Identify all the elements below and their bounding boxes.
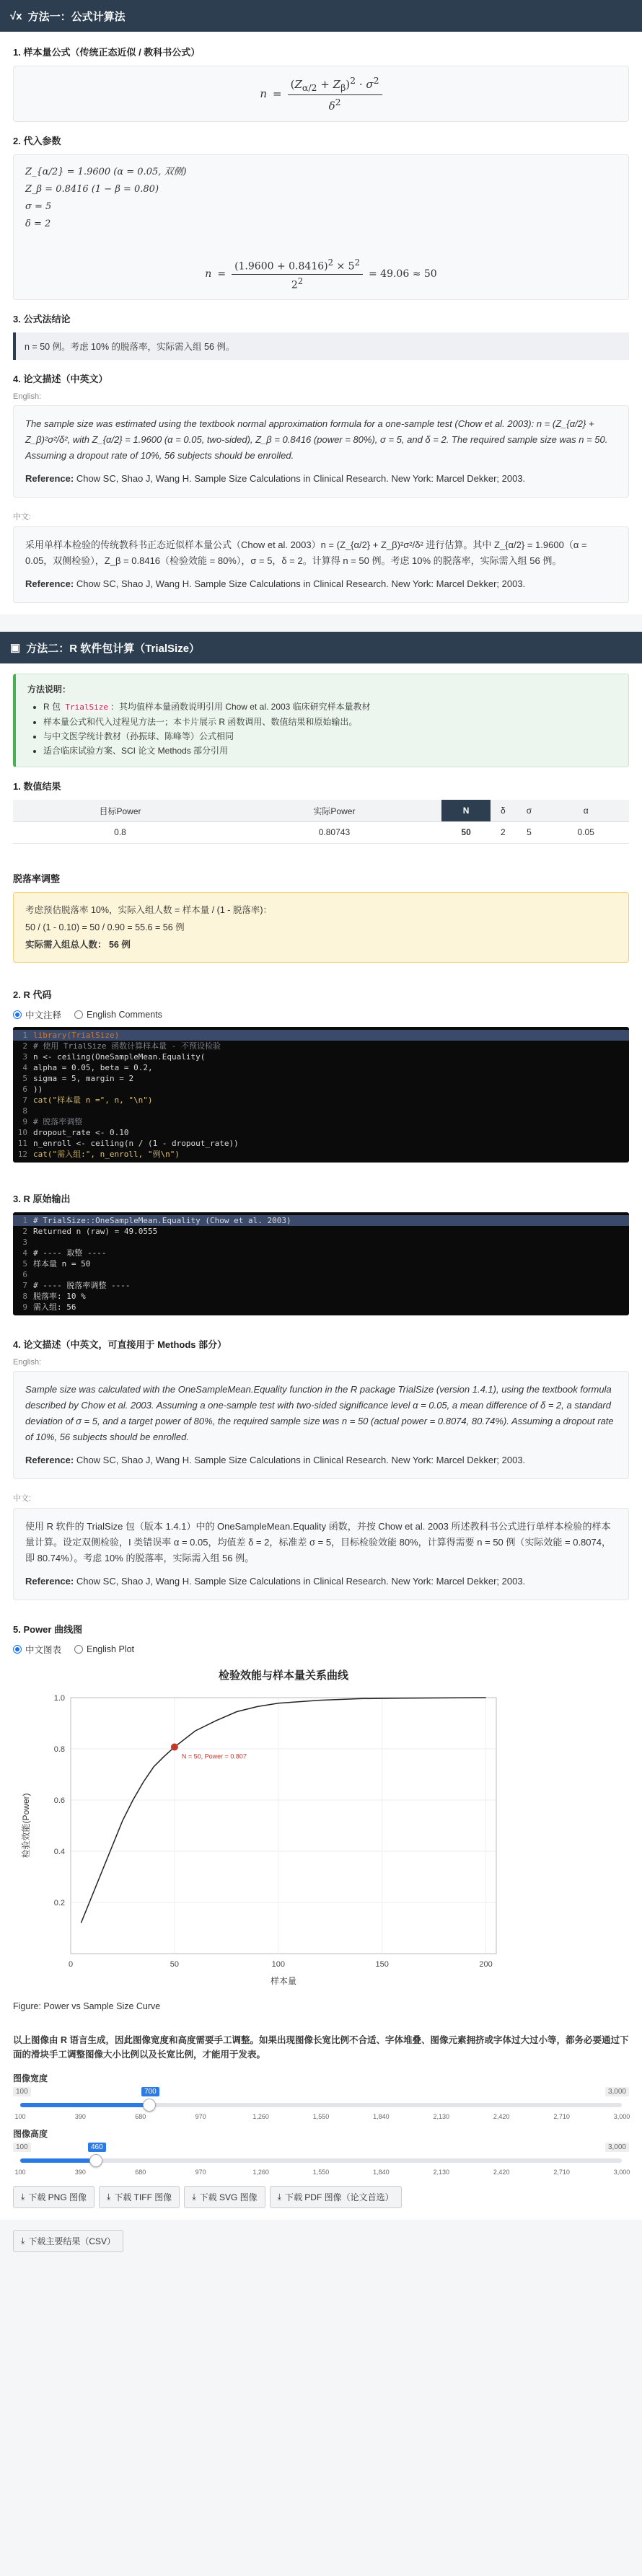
ref-text: Chow SC, Shao J, Wang H. Sample Size Calculations in Clinical Research. New York: Marcel Dekker; 2003. (76, 578, 526, 590)
radio-plot-zh[interactable] (13, 1643, 61, 1656)
cell: 50 (441, 821, 491, 843)
col-header: δ (491, 800, 515, 821)
code-line: 7 cat("样本量 n =", n, "\n") (22, 1095, 153, 1105)
cell: 0.05 (542, 821, 629, 843)
dropout-box (13, 892, 629, 963)
formula-heading: 1. 样本量公式（传统正态近似 / 教科书公式） (13, 47, 201, 58)
dropout-line: 50 / (1 - 0.10) = 50 / 0.90 = 55.6 = 56 例 (25, 922, 185, 932)
x-axis-label: 样本量 (270, 1975, 297, 1986)
dropout-line: 考虑预估脱落率 10%，实际入组人数 = 样本量 / (1 - 脱落率)： (25, 904, 273, 915)
m2-en-desc-text: Sample size was calculated with the OneSampleMean.Equality function in the R package TrialSize (version 1.4.1), using the textbook formula described by Chow et al. 2003. Assuming a one-sample test with two-sided significance level α = 0.05, a mean difference of δ = 2, a standard deviation of σ = 5, and a target power of 80%, the required sample size was n = 50 (actual power = 0.8074, 80.74%). Assuming a dropout rate of 10%, 56 subjects should be enrolled. (25, 1383, 614, 1442)
slider-tick: 100 (14, 2168, 26, 2176)
height-value: 460 (88, 2143, 106, 2152)
width-slider[interactable] (13, 2087, 629, 2123)
ref-text: Chow SC, Shao J, Wang H. Sample Size Calculations in Clinical Research. New York: Marcel Dekker; 2003. (76, 1575, 526, 1587)
slider-tick: 2,130 (433, 2168, 450, 2176)
code-line: 3 n <- ceiling(OneSampleMean.Equality( (22, 1051, 206, 1062)
radio-label: English Plot (87, 1644, 135, 1654)
x-tick-label: 200 (479, 1959, 493, 1969)
output-line: 2 Returned n (raw) = 49.0555 (22, 1226, 158, 1236)
conclusion-heading: 3. 公式法结论 (13, 314, 71, 325)
resize-note: 以上图像由 R 语言生成，因此图像宽度和高度需要手工调整。如果出现图像长宽比例不合适、字体堆叠、图像元素拥挤或字体过大过小等，都务必要通过下面的滑块手工调整图像大小比例以及长宽比例，才能用于发表。 (13, 2034, 629, 2060)
en-label: English: (13, 392, 42, 402)
download-icon: ⤓ (277, 2191, 281, 2202)
ref-text: Chow SC, Shao J, Wang H. Sample Size Calculations in Clinical Research. New York: Marcel Dekker; 2003. (76, 1454, 526, 1465)
plot-lang-radio (13, 1643, 629, 1656)
r-output-block[interactable] (13, 1212, 629, 1315)
calc-formula: n = $\frac{(1.9600 + 0.8416)^2 \times 5^2}{2^2}$ = 49.06 ≈ 50 (205, 257, 437, 291)
dropout-line: 实际需入组总人数： 56 例 (25, 939, 131, 950)
slider-tick: 1,550 (312, 2168, 330, 2176)
y-tick-label: 0.2 (53, 1898, 65, 1907)
cell: 2 (491, 821, 515, 843)
height-slider[interactable] (13, 2143, 629, 2179)
ref-label: Reference: (25, 578, 74, 590)
slider-tick: 2,420 (493, 2112, 510, 2120)
slider-tick: 680 (135, 2112, 146, 2120)
x-tick-label: 100 (271, 1959, 285, 1969)
col-header: 实际Power (227, 800, 441, 821)
slider-tick: 2,710 (553, 2112, 570, 2120)
m2-zh-desc (13, 1508, 629, 1600)
slider-tick: 390 (74, 2112, 86, 2120)
slider-tick: 1,260 (252, 2112, 269, 2120)
y-axis-label: 检验效能(Power) (21, 1793, 31, 1858)
plot-area (71, 1698, 496, 1954)
method-note-item: • 适合临床试验方案、SCI 论文 Methods 部分引用 (43, 744, 617, 758)
m2-en-desc (13, 1371, 629, 1479)
width-value: 700 (141, 2087, 159, 2096)
power-curve-line (81, 1698, 485, 1923)
slider-min: 100 (13, 2087, 31, 2096)
zh-label: 中文: (13, 513, 32, 522)
download-icon: ⤓ (21, 2235, 25, 2246)
param-line: Z_{α/2} = 1.9600 (α = 0.05, 双侧) (25, 167, 187, 177)
desc-heading: 4. 论文描述（中英文） (13, 374, 108, 385)
radio-label: 中文注释 (25, 1010, 62, 1020)
download-png-button[interactable]: ⤓ 下载 PNG 图像 (13, 2186, 94, 2208)
download-buttons (13, 2186, 629, 2208)
y-tick-label: 0.8 (53, 1744, 65, 1754)
package-icon: ▣ (10, 642, 21, 655)
en-desc (13, 405, 629, 498)
ref-label: Reference: (25, 1575, 74, 1587)
col-header: σ (516, 800, 543, 821)
radio-zh[interactable] (13, 1008, 61, 1021)
col-header: 目标Power (13, 800, 227, 821)
ref-text: Chow SC, Shao J, Wang H. Sample Size Calculations in Clinical Research. New York: Marcel Dekker; 2003. (76, 473, 526, 485)
param-line: σ = 5 (25, 201, 52, 212)
results-table (13, 800, 629, 844)
col-header: α (542, 800, 629, 821)
radio-label: English Comments (87, 1009, 162, 1020)
check-root-icon: √x (10, 9, 22, 22)
conclusion-box: n = 50 例。考虑 10% 的脱落率，实际需入组 56 例。 (13, 332, 629, 360)
method1-title: 方法一：公式计算法 (27, 10, 126, 23)
method-note-title: 方法说明： (27, 684, 71, 695)
output-line: 7 # ---- 脱落率调整 ---- (22, 1280, 131, 1290)
method2-header (0, 632, 642, 663)
figure-caption: Figure: Power vs Sample Size Curve (13, 2001, 161, 2011)
code-line: 2 # 使用 TrialSize 函数计算样本量 - 不预设检验 (22, 1041, 221, 1051)
param-line: δ = 2 (25, 219, 51, 229)
method-note-item: • 样本量公式和代入过程见方法一；本卡片展示 R 函数调用、数值结果和原始输出。 (43, 715, 617, 729)
output-line: 6 (22, 1269, 27, 1279)
download-icon: ⤓ (192, 2191, 196, 2202)
width-slider-label: 图像宽度 (13, 2073, 48, 2083)
m2-zh-desc-text: 使用 R 软件的 TrialSize 包（版本 1.4.1）中的 OneSampleMean.Equality 函数，并按 Chow et al. 2003 所述教科书公式进行单样本检验的样本量计算。设定双侧检验，I 类错误率 α = 0.05，均值差 δ = 2，标准差 σ = 5，目标检验效能 80%，计算得需要 n = 50 例（实际效能 = 0.8074，即 80.74%）。考虑 10% 的脱落率，实际需入组 56 例。 (25, 1520, 611, 1563)
download-csv-button[interactable]: ⤓ 下载主要结果（CSV） (13, 2230, 123, 2252)
method2-pane (0, 663, 642, 2220)
method1-header (0, 0, 642, 32)
ref-label: Reference: (25, 1454, 74, 1465)
code-lang-radio (13, 1008, 629, 1021)
m2-desc-heading: 4. 论文描述（中英文，可直接用于 Methods 部分） (13, 1338, 227, 1350)
ref-label: Reference: (25, 473, 74, 485)
code-line: 8 (22, 1106, 27, 1116)
download-tiff-button[interactable]: ⤓ 下载 TIFF 图像 (99, 2186, 180, 2208)
m2-zh-ref (25, 1574, 617, 1589)
code-line: 12 cat("需入组:", n_enroll, "例\n") (17, 1149, 180, 1159)
m2-en-ref (25, 1452, 617, 1468)
output-line: 3 (22, 1237, 27, 1247)
slider-tick: 2,710 (553, 2168, 570, 2176)
method-note-item: • 与中文医学统计教材（孙振球、陈峰等）公式相同 (43, 729, 617, 744)
output-line: 8 脱落率: 10 % (22, 1291, 86, 1301)
slider-tick: 3,000 (613, 2168, 630, 2176)
slider-min: 100 (13, 2143, 31, 2152)
calc-result: = 49.06 ≈ 50 (368, 268, 437, 281)
y-tick-label: 0.6 (53, 1796, 65, 1805)
code-line: 5 sigma = 5, margin = 2 (22, 1073, 134, 1083)
radio-empty-icon (74, 1010, 83, 1019)
slider-tick: 2,420 (493, 2168, 510, 2176)
code-line: 1 library(TrialSize) (13, 1030, 629, 1041)
method-note-box (13, 674, 629, 767)
formula-box (13, 66, 629, 122)
download-icon: ⤓ (107, 2191, 111, 2202)
en-label: English: (13, 1357, 42, 1367)
slider-tick: 390 (74, 2168, 86, 2176)
code-line: 10 dropout_rate <- 0.10 (17, 1127, 129, 1137)
slider-max: 3,000 (605, 2087, 629, 2096)
x-tick-label: 50 (170, 1959, 180, 1969)
slider-tick: 970 (195, 2168, 206, 2176)
code-line: 6 )) (22, 1084, 43, 1094)
table-row (13, 821, 629, 843)
code-line: 4 alpha = 0.05, beta = 0.2, (22, 1062, 153, 1072)
x-tick-label: 150 (375, 1959, 389, 1969)
download-pdf-button[interactable]: ⤓ 下载 PDF 图像（论文首选） (270, 2186, 402, 2208)
code-line: 11 n_enroll <- ceiling(n / (1 - dropout_rate)) (17, 1138, 239, 1148)
slider-tick: 680 (135, 2168, 146, 2176)
y-tick-label: 1.0 (53, 1693, 65, 1703)
power-chart (13, 1662, 629, 1995)
output-line: 5 样本量 n = 50 (22, 1258, 91, 1269)
slider-tick: 970 (195, 2112, 206, 2120)
radio-plot-en[interactable] (74, 1644, 134, 1654)
params-heading: 2. 代入参数 (13, 136, 61, 146)
output-heading: 3. R 原始输出 (13, 1193, 71, 1204)
radio-en[interactable] (74, 1010, 162, 1020)
download-icon: ⤓ (21, 2191, 25, 2202)
zh-ref (25, 576, 617, 592)
zh-desc (13, 526, 629, 603)
slider-tick: 3,000 (613, 2112, 630, 2120)
slider-max: 3,000 (605, 2143, 629, 2152)
radio-empty-icon (74, 1645, 83, 1654)
height-slider-label: 图像高度 (13, 2128, 48, 2139)
r-code-block[interactable] (13, 1027, 629, 1163)
download-svg-button[interactable]: ⤓ 下载 SVG 图像 (184, 2186, 265, 2208)
col-header: N (441, 800, 491, 821)
main-formula: n = $\frac{(Z_{\alpha/2} + Z_\beta)^2 \cdot \sigma^2}{\delta^2}$ (260, 75, 382, 113)
slider-tick: 1,840 (373, 2168, 390, 2176)
slider-tick: 2,130 (433, 2112, 450, 2120)
cell: 0.8 (13, 821, 227, 843)
code-line: 9 # 脱落率调整 (22, 1116, 83, 1126)
zh-desc-text: 采用单样本检验的传统教科书正态近似样本量公式（Chow et al. 2003）n = (Z_{α/2} + Z_β)²σ²/δ² 进行估算。其中 Z_{α/2} = 1.9600（α = 0.05，双侧检验），Z_β = 0.8416（检验效能 = 80%），σ = 5，δ = 2。计算得 n = 50 例。考虑 10% 的脱落率，实际需入组 56 例。 (25, 539, 587, 567)
results-heading: 1. 数值结果 (13, 781, 61, 793)
output-line: 1 # TrialSize::OneSampleMean.Equality (Chow et al. 2003) (13, 1215, 629, 1226)
output-line: 4 # ---- 取整 ---- (22, 1248, 107, 1258)
slider-tick: 1,840 (373, 2112, 390, 2120)
param-line: Z_β = 0.8416 (1 − β = 0.80) (25, 184, 159, 195)
zh-label: 中文: (13, 1494, 32, 1503)
package-name: TrialSize (63, 702, 110, 712)
output-line: 9 需入组: 56 (22, 1302, 76, 1312)
en-desc-text: The sample size was estimated using the textbook normal approximation formula for a one-sample test (Chow et al. 2003): n = (Z_{α/2} + Z_β)²σ²/δ², with Z_{α/2} = 1.9600 (α = 0.05, two-sided), Z_β = 0.8416 (power = 80%), σ = 5, and δ = 2. The required sample size was n = 50. Assuming a dropout rate of 10%, 56 subjects should be enrolled. (25, 418, 608, 462)
radio-label: 中文图表 (25, 1644, 62, 1655)
slider-tick: 1,550 (312, 2112, 330, 2120)
method1-pane (0, 32, 642, 614)
highlight-point (171, 1743, 178, 1750)
method2-title: 方法二：R 软件包计算（TrialSize） (26, 642, 201, 655)
cell: 0.80743 (227, 821, 441, 843)
x-tick-label: 0 (68, 1959, 74, 1969)
cell: 5 (516, 821, 543, 843)
radio-selected-icon (13, 1645, 22, 1654)
height-slider-handle[interactable] (89, 2154, 102, 2167)
chart-title: 检验效能与样本量关系曲线 (218, 1669, 349, 1682)
dropout-heading: 脱落率调整 (13, 873, 61, 884)
slider-tick: 100 (14, 2112, 26, 2120)
radio-selected-icon (13, 1010, 22, 1019)
y-tick-label: 0.4 (53, 1847, 65, 1856)
en-ref (25, 471, 617, 487)
point-annotation: N = 50, Power = 0.807 (181, 1752, 247, 1760)
power-chart-svg (13, 1662, 518, 1993)
slider-tick: 1,260 (252, 2168, 269, 2176)
params-box (13, 154, 629, 300)
power-heading: 5. Power 曲线图 (13, 1623, 83, 1635)
method-note-item: • R 包 TrialSize ：其均值样本量函数说明引用 Chow et al. 2003 临床研究样本量教材 (43, 700, 617, 715)
width-slider-handle[interactable] (143, 2099, 156, 2112)
code-heading: 2. R 代码 (13, 989, 52, 1000)
